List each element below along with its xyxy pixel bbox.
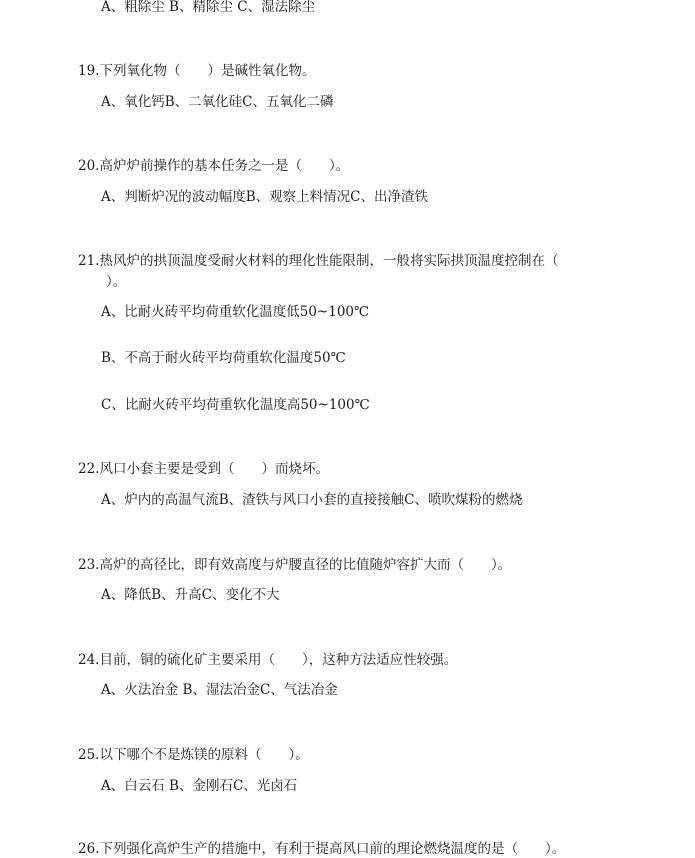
q22-stem: 22.风口小套主要是受到（ ）而烧坏。	[78, 461, 329, 477]
q25-options: A、白云石 B、金刚石C、光卤石	[101, 778, 298, 794]
q25-stem: 25.以下哪个不是炼镁的原料（ ）。	[78, 747, 309, 763]
q19-stem: 19.下列氧化物（ ）是碱性氧化物。	[78, 63, 316, 79]
q22-options: A、炉内的高温气流B、渣铁与风口小套的直接接触C、喷吹煤粉的燃烧	[101, 492, 523, 508]
q18-options: A、粗除尘 B、精除尘 C、湿法除尘	[101, 0, 316, 15]
q24-options: A、火法冶金 B、湿法冶金C、气法冶金	[101, 682, 338, 698]
q21-option-a: A、比耐火砖平均荷重软化温度低50~100℃	[101, 304, 370, 320]
q24-stem: 24.目前，铜的硫化矿主要采用（ ），这种方法适应性较强。	[78, 652, 458, 668]
q21-stem-continued: ）。	[106, 274, 127, 290]
q23-stem: 23.高炉的高径比，即有效高度与炉腰直径的比值随炉容扩大而（ ）。	[78, 557, 512, 573]
q21-stem: 21.热风炉的拱顶温度受耐火材料的理化性能限制，一般将实际拱顶温度控制在（	[78, 253, 559, 269]
q19-options: A、氧化钙B、二氧化硅C、五氧化二磷	[101, 94, 334, 110]
q20-stem: 20.高炉炉前操作的基本任务之一是（ ）。	[78, 158, 350, 174]
q20-options: A、判断炉况的波动幅度B、观察上料情况C、出净渣铁	[101, 189, 428, 205]
q21-option-c: C、比耐火砖平均荷重软化温度高50~100℃	[101, 397, 370, 413]
q21-option-b: B、不高于耐火砖平均荷重软化温度50℃	[101, 350, 346, 366]
q23-options: A、降低B、升高C、变化不大	[101, 587, 280, 603]
q26-stem: 26.下列强化高炉生产的措施中，有利于提高风口前的理论燃烧温度的是（ ）。	[78, 841, 566, 857]
